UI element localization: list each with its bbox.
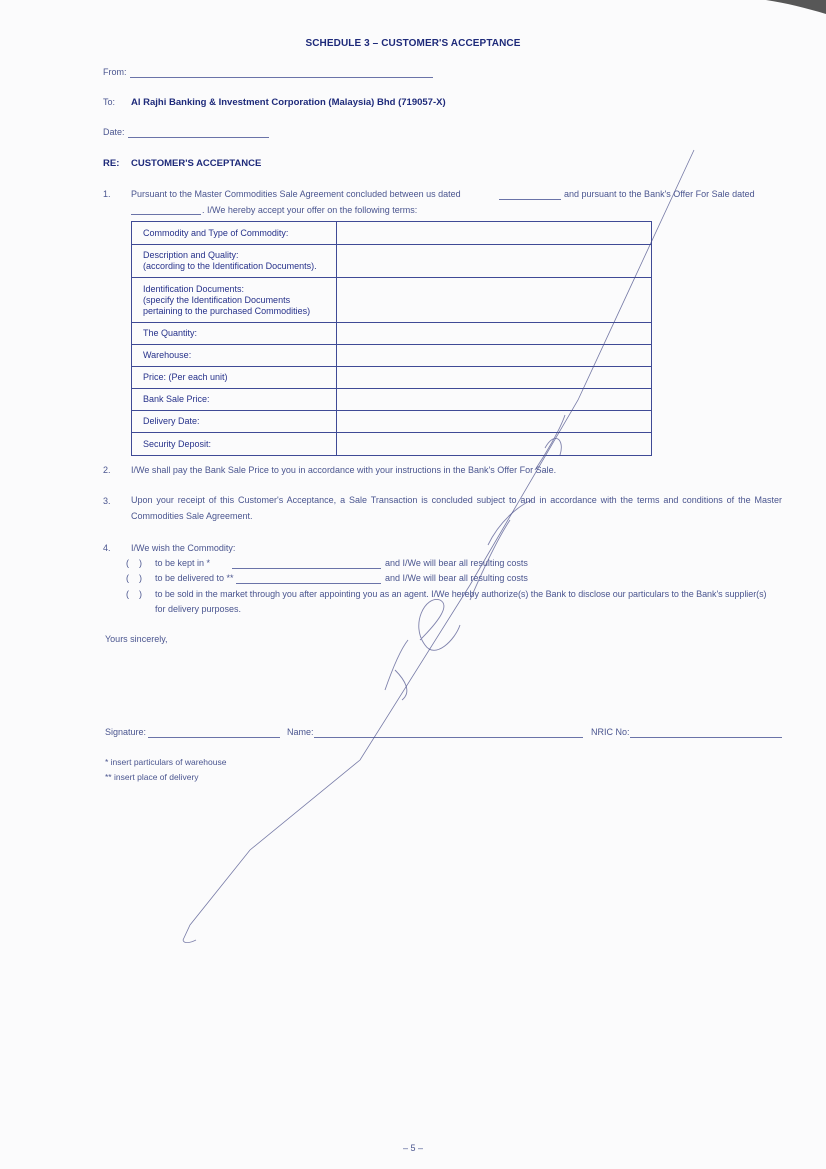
row-value-cell[interactable] <box>337 411 652 433</box>
footnote-delivery: ** insert place of delivery <box>105 772 199 782</box>
row-label: Warehouse: <box>132 345 337 367</box>
row-value-cell[interactable] <box>337 222 652 245</box>
item2-number: 2. <box>103 465 111 475</box>
row-label: Commodity and Type of Commodity: <box>132 222 337 245</box>
row-label: Identification Documents: (specify the Identification Documents pertaining to the purchased Commodities) <box>132 278 337 323</box>
row-value-cell[interactable] <box>337 367 652 389</box>
table-row <box>132 345 652 367</box>
row-label: The Quantity: <box>132 323 337 345</box>
name-field[interactable] <box>314 737 583 738</box>
page-title: SCHEDULE 3 – CUSTOMER'S ACCEPTANCE <box>305 38 521 49</box>
option-sold-label-cont: for delivery purposes. <box>155 604 242 614</box>
nric-label: NRIC No: <box>591 727 630 737</box>
option-kept-costs: and I/We will bear all resulting costs <box>385 558 528 568</box>
option-delivered-costs: and I/We will bear all resulting costs <box>385 573 528 583</box>
option-sold-checkbox[interactable]: ( ) <box>126 589 142 599</box>
agreement-date-field[interactable] <box>499 199 561 200</box>
row-value-cell[interactable] <box>337 345 652 367</box>
row-label: Description and Quality: (according to the Identification Documents). <box>132 245 337 278</box>
item4-number: 4. <box>103 543 111 553</box>
row-label: Security Deposit: <box>132 433 337 456</box>
re-label: RE: <box>103 158 120 169</box>
table-row <box>132 433 652 456</box>
row-value-cell[interactable] <box>337 389 652 411</box>
table-row <box>132 323 652 345</box>
item1-text-part3: . I/We hereby accept your offer on the following terms: <box>202 205 418 215</box>
table-row <box>132 222 652 245</box>
date-field[interactable] <box>128 137 269 138</box>
item3-number: 3. <box>103 496 111 506</box>
name-label: Name: <box>287 727 314 737</box>
page-corner-shadow <box>766 0 826 14</box>
from-field[interactable] <box>130 77 433 78</box>
signature-field[interactable] <box>148 737 280 738</box>
closing-text: Yours sincerely, <box>105 634 168 644</box>
option-sold-label: to be sold in the market through you after appointing you as an agent. I/We hereby authorize(s) the Bank to disclose our particulars to the Bank's supplier(s) <box>155 589 767 599</box>
re-value: CUSTOMER'S ACCEPTANCE <box>131 158 262 169</box>
option-delivered-label: to be delivered to ** <box>155 573 234 583</box>
item1-text-part2: and pursuant to the Bank's Offer For Sale dated <box>564 189 755 199</box>
table-row <box>132 278 652 323</box>
nric-field[interactable] <box>630 737 782 738</box>
row-value-cell[interactable] <box>337 278 652 323</box>
table-row <box>132 411 652 433</box>
item2-text: I/We shall pay the Bank Sale Price to you in accordance with your instructions in the Bank's Offer For Sale. <box>131 465 557 475</box>
option-kept-checkbox[interactable]: ( ) <box>126 558 142 568</box>
to-value: Al Rajhi Banking & Investment Corporation (Malaysia) Bhd (719057-X) <box>131 97 446 108</box>
row-label: Bank Sale Price: <box>132 389 337 411</box>
table-row <box>132 367 652 389</box>
date-label: Date: <box>103 127 125 137</box>
footnote-warehouse: * insert particulars of warehouse <box>105 757 227 767</box>
delivery-place-field[interactable] <box>236 583 381 584</box>
item1-text-part1: Pursuant to the Master Commodities Sale Agreement concluded between us dated <box>131 189 461 199</box>
row-value-cell[interactable] <box>337 245 652 278</box>
row-label: Delivery Date: <box>132 411 337 433</box>
option-delivered-checkbox[interactable]: ( ) <box>126 573 142 583</box>
item4-intro: I/We wish the Commodity: <box>131 543 236 553</box>
item1-number: 1. <box>103 189 111 199</box>
row-value-cell[interactable] <box>337 433 652 456</box>
table-row <box>132 245 652 278</box>
option-kept-label: to be kept in * <box>155 558 211 568</box>
item3-text: Upon your receipt of this Customer's Acceptance, a Sale Transaction is concluded subject to and in accordance with the terms and conditions of the Master Commodities Sale Agreement. <box>131 495 782 521</box>
row-label: Price: (Per each unit) <box>132 367 337 389</box>
page-number: – 5 – <box>402 1143 424 1153</box>
offer-date-field[interactable] <box>131 214 201 215</box>
from-label: From: <box>103 67 127 77</box>
commodity-terms-table <box>131 221 652 456</box>
signature-label: Signature: <box>105 727 147 737</box>
warehouse-field[interactable] <box>232 568 381 569</box>
row-value-cell[interactable] <box>337 323 652 345</box>
to-label: To: <box>103 97 116 107</box>
table-row <box>132 389 652 411</box>
